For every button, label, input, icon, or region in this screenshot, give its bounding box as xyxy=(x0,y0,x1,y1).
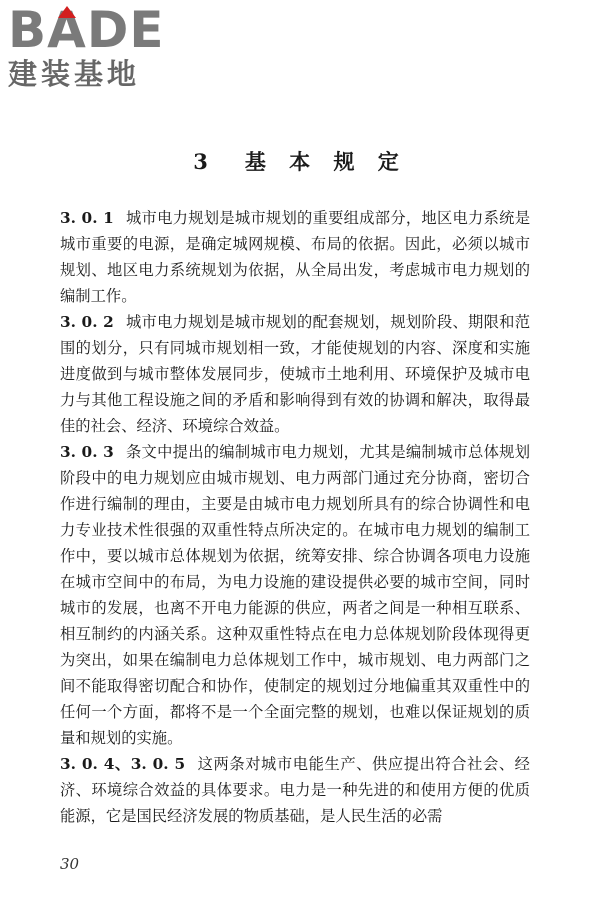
clause-3-0-4-3-0-5 xyxy=(60,751,530,829)
clause-3-0-1 xyxy=(60,205,530,309)
logo-brand-de: DE xyxy=(86,1,165,59)
clause-text: 条文中提出的编制城市电力规划，尤其是编制城市总体规划阶段中的电力规划应由城市规划、电力两部门通过充分协商，密切合作进行编制的理由，主要是由城市电力规划所具有的综合协调性和电力专业技术性很强的双重性特点所决定的。在城市电力规划的编制工作中，要以城市总体规划为依据，统筹安排、综合协调各项电力设施在城市空间中的布局，为电力设施的建设提供必要的城市空间，同时城市的发展，也离不开电力能源的供应，两者之间是一种相互联系、相互制约的内涵关系。这种双重性特点在电力总体规划阶段体现得更为突出，如果在编制电力总体规划工作中，城市规划、电力两部门之间不能取得密切配合和协作，使制定的规划过分地偏重其双重性中的任何一个方面，都将不是一个全面完整的规划，也难以保证规划的质量和规划的实施。 xyxy=(60,443,530,747)
clause-3-0-3 xyxy=(60,439,530,751)
logo-subtitle: 建装基地 xyxy=(8,57,141,91)
clause-number: 3. 0. 3 xyxy=(60,443,114,461)
clause-text: 这两条对城市电能生产、供应提出符合社会、经济、环境综合效益的具体要求。电力是一种先进的和使用方便的优质能源，它是国民经济发展的物质基础，是人民生活的必需 xyxy=(60,755,530,825)
logo-brand-a-letter: A xyxy=(47,1,87,59)
logo-brand-b: B xyxy=(8,1,48,59)
document-body xyxy=(60,205,530,829)
logo-brand-a xyxy=(47,1,87,59)
clause-number: 3. 0. 2 xyxy=(60,313,114,331)
logo xyxy=(8,1,176,94)
clause-text: 城市电力规划是城市规划的重要组成部分，地区电力系统是城市重要的电源，是确定城网规模、布局的依据。因此，必须以城市规划、地区电力系统规划为依据，从全局出发，考虑城市电力规划的编制工作。 xyxy=(60,209,530,305)
clause-number: 3. 0. 4、3. 0. 5 xyxy=(60,755,186,773)
page-title: 3 基 本 规 定 xyxy=(193,149,407,174)
page-number: 30 xyxy=(60,855,80,873)
clause-text: 城市电力规划是城市规划的配套规划，规划阶段、期限和范围的划分，只有同城市规划相一致，才能使规划的内容、深度和实施进度做到与城市整体发展同步，使城市土地利用、环境保护及城市电力与其他工程设施之间的矛盾和影响得到有效的协调和解决，取得最佳的社会、经济、环境综合效益。 xyxy=(60,313,530,435)
clause-number: 3. 0. 1 xyxy=(60,209,114,227)
clause-3-0-2 xyxy=(60,309,530,439)
logo-brand xyxy=(8,1,176,59)
